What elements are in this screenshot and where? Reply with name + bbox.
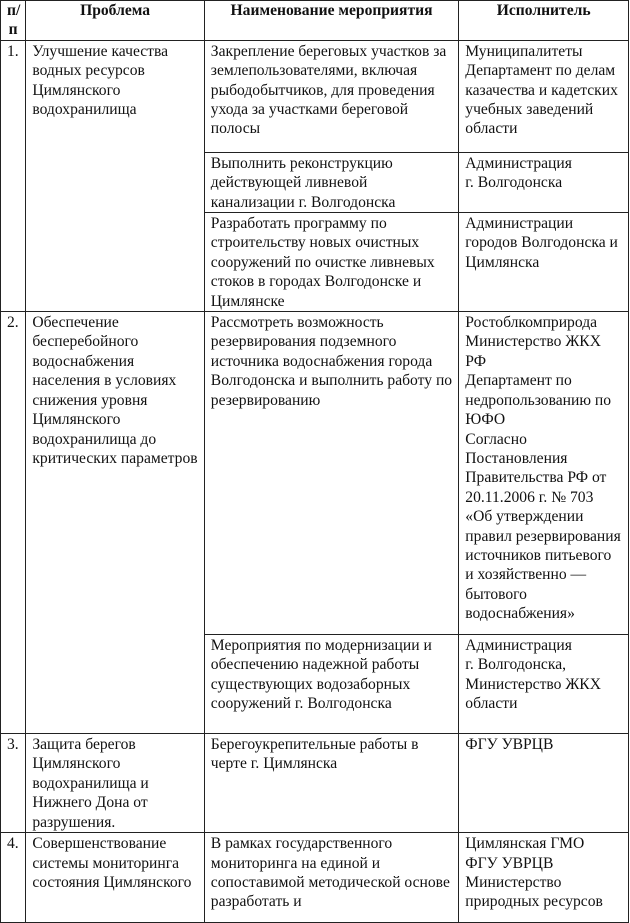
- problem-cell: Улучшение качества водных ресурсов Цимлянского водохранилища: [26, 40, 204, 311]
- executor-cell: ФГУ УВРЦВ: [459, 734, 629, 833]
- header-executor: Исполнитель: [459, 1, 629, 41]
- table-row: [1, 40, 629, 152]
- measure-cell: Выполнить реконструкцию действующей ливневой канализации г. Волгодонска: [204, 152, 459, 212]
- problem-cell: Совершенствование системы мониторинга состояния Цимлянского: [26, 833, 204, 923]
- table-row: [1, 312, 629, 635]
- table-header-row: [1, 1, 629, 41]
- measure-cell: Разработать программу по строительству новых очистных сооружений по очистке ливневых стоков в городах Волгодонске и Цимлянске: [204, 213, 459, 312]
- row-number: 2.: [1, 312, 26, 734]
- executor-cell: Муниципалитеты Департамент по делам казачества и кадетских учебных заведений области: [459, 40, 629, 152]
- executor-cell: Администрация г. Волгодонска, Министерство ЖКХ области: [459, 635, 629, 734]
- executor-cell: Администрация г. Волгодонска: [459, 152, 629, 212]
- executor-cell: Цимлянская ГМО ФГУ УВРЦВ Министерство природных ресурсов: [459, 833, 629, 923]
- measure-cell: Закрепление береговых участков за землепользователями, включая рыбодобытчиков, для проведения ухода за участками береговой полосы: [204, 40, 459, 152]
- header-problem: Проблема: [26, 1, 204, 41]
- row-number: 4.: [1, 833, 26, 923]
- problem-cell: Защита берегов Цимлянского водохранилища и Нижнего Дона от разрушения.: [26, 734, 204, 833]
- measure-cell: Берегоукрепительные работы в черте г. Цимлянска: [204, 734, 459, 833]
- table-row: [1, 734, 629, 833]
- measure-cell: Рассмотреть возможность резервирования подземного источника водоснабжения города Волгодонска и выполнить работу по резервированию: [204, 312, 459, 635]
- row-number: 1.: [1, 40, 26, 311]
- header-measure: Наименование мероприятия: [204, 1, 459, 41]
- row-number: 3.: [1, 734, 26, 833]
- measure-cell: В рамках государственного мониторинга на единой и сопоставимой методической основе разработать и: [204, 833, 459, 923]
- measure-cell: Мероприятия по модернизации и обеспечению надежной работы существующих водозаборных сооружений г. Волгодонска: [204, 635, 459, 734]
- header-num: п/п: [1, 1, 26, 41]
- problem-cell: Обеспечение бесперебойного водоснабжения населения в условиях снижения уровня Цимлянского водохранилища до критических параметров: [26, 312, 204, 734]
- executor-cell: Администрации городов Волгодонска и Цимлянска: [459, 213, 629, 312]
- table-row: [1, 833, 629, 923]
- executor-cell: Ростоблкомприрода Министерство ЖКХ РФ Департамент по недропользованию по ЮФО Согласно Постановления Правительства РФ от 20.11.2006 г. № 703 «Об утверждении правил резервирования источников питьевого и хозяйственно — бытового водоснабжения»: [459, 312, 629, 635]
